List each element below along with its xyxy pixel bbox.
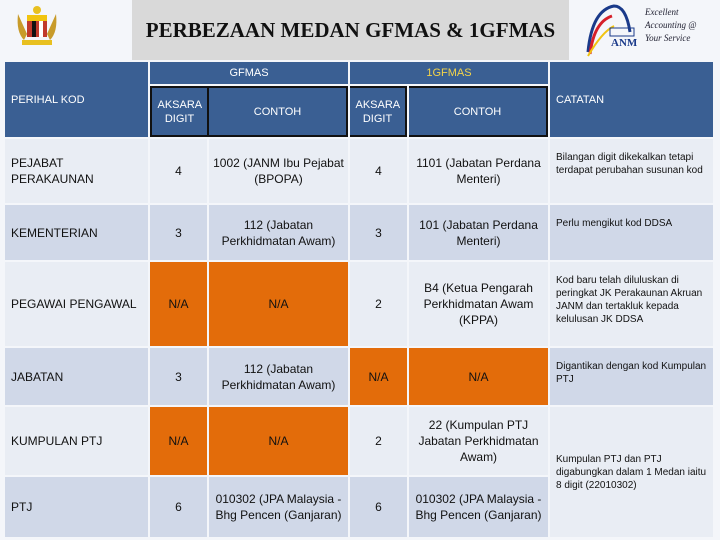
row-perihal: PTJ xyxy=(5,477,148,537)
header-catatan: CATATAN xyxy=(550,62,713,137)
row-gfmas-contoh: N/A xyxy=(209,262,348,346)
row-catatan: Bilangan digit dikekalkan tetapi terdapat perubahan susunan kod xyxy=(550,139,713,203)
row-1gfmas-contoh: 22 (Kumpulan PTJ Jabatan Perkhidmatan Awam) xyxy=(409,407,548,475)
row-perihal: PEGAWAI PENGAWAL xyxy=(5,262,148,346)
row-1gfmas-contoh: 010302 (JPA Malaysia - Bhg Pencen (Ganjaran) xyxy=(409,477,548,537)
row-gfmas-digit: N/A xyxy=(150,262,207,346)
row-1gfmas-digit: 4 xyxy=(350,139,407,203)
header-gfmas: GFMAS xyxy=(150,62,348,84)
header-gfmas-contoh: CONTOH xyxy=(209,86,348,137)
header-1gfmas-aksara: AKSARA DIGIT xyxy=(350,86,407,137)
comparison-table xyxy=(5,62,713,537)
malaysia-coat-of-arms-logo xyxy=(14,4,60,50)
row-perihal: PEJABAT PERAKAUNAN xyxy=(5,139,148,203)
row-perihal: JABATAN xyxy=(5,348,148,405)
page-title: PERBEZAAN MEDAN GFMAS & 1GFMAS xyxy=(145,17,556,42)
row-1gfmas-digit: 2 xyxy=(350,407,407,475)
row-gfmas-digit: 3 xyxy=(150,205,207,260)
anm-tagline xyxy=(645,6,697,45)
row-catatan: Digantikan dengan kod Kumpulan PTJ xyxy=(550,348,713,405)
row-gfmas-contoh: 010302 (JPA Malaysia - Bhg Pencen (Ganjaran) xyxy=(209,477,348,537)
row-gfmas-contoh: 112 (Jabatan Perkhidmatan Awam) xyxy=(209,205,348,260)
row-catatan: Kod baru telah diluluskan di peringkat JK Perakaunan Akruan JANM dan tertakluk kepada kelulusan JK DDSA xyxy=(550,262,713,346)
row-gfmas-digit: 4 xyxy=(150,139,207,203)
tagline-line: Excellent xyxy=(645,7,679,17)
row-1gfmas-contoh: 1101 (Jabatan Perdana Menteri) xyxy=(409,139,548,203)
tagline-line: Your Service xyxy=(645,33,691,43)
row-1gfmas-contoh: B4 (Ketua Pengarah Perkhidmatan Awam (KPPA) xyxy=(409,262,548,346)
row-1gfmas-digit: N/A xyxy=(350,348,407,405)
row-perihal: KEMENTERIAN xyxy=(5,205,148,260)
header-perihal-kod: PERIHAL KOD xyxy=(5,62,148,137)
anm-brand: ANM xyxy=(611,37,638,49)
header-1gfmas-contoh: CONTOH xyxy=(409,86,548,137)
row-1gfmas-digit: 6 xyxy=(350,477,407,537)
header-1gfmas: 1GFMAS xyxy=(350,62,548,84)
row-gfmas-digit: N/A xyxy=(150,407,207,475)
row-gfmas-digit: 6 xyxy=(150,477,207,537)
title-banner xyxy=(132,0,569,60)
row-gfmas-contoh: 1002 (JANM Ibu Pejabat (BPOPA) xyxy=(209,139,348,203)
row-perihal: KUMPULAN PTJ xyxy=(5,407,148,475)
row-gfmas-contoh: 112 (Jabatan Perkhidmatan Awam) xyxy=(209,348,348,405)
row-1gfmas-contoh: 101 (Jabatan Perdana Menteri) xyxy=(409,205,548,260)
row-1gfmas-digit: 2 xyxy=(350,262,407,346)
row-1gfmas-digit: 3 xyxy=(350,205,407,260)
row-gfmas-digit: 3 xyxy=(150,348,207,405)
row-gfmas-contoh: N/A xyxy=(209,407,348,475)
header-gfmas-aksara: AKSARA DIGIT xyxy=(150,86,209,137)
row-catatan: Perlu mengikut kod DDSA xyxy=(550,205,713,260)
row-1gfmas-contoh: N/A xyxy=(409,348,548,405)
row-catatan-merged: Kumpulan PTJ dan PTJ digabungkan dalam 1 Medan iaitu 8 digit (22010302) xyxy=(550,407,713,537)
tagline-line: Accounting @ xyxy=(645,20,697,30)
